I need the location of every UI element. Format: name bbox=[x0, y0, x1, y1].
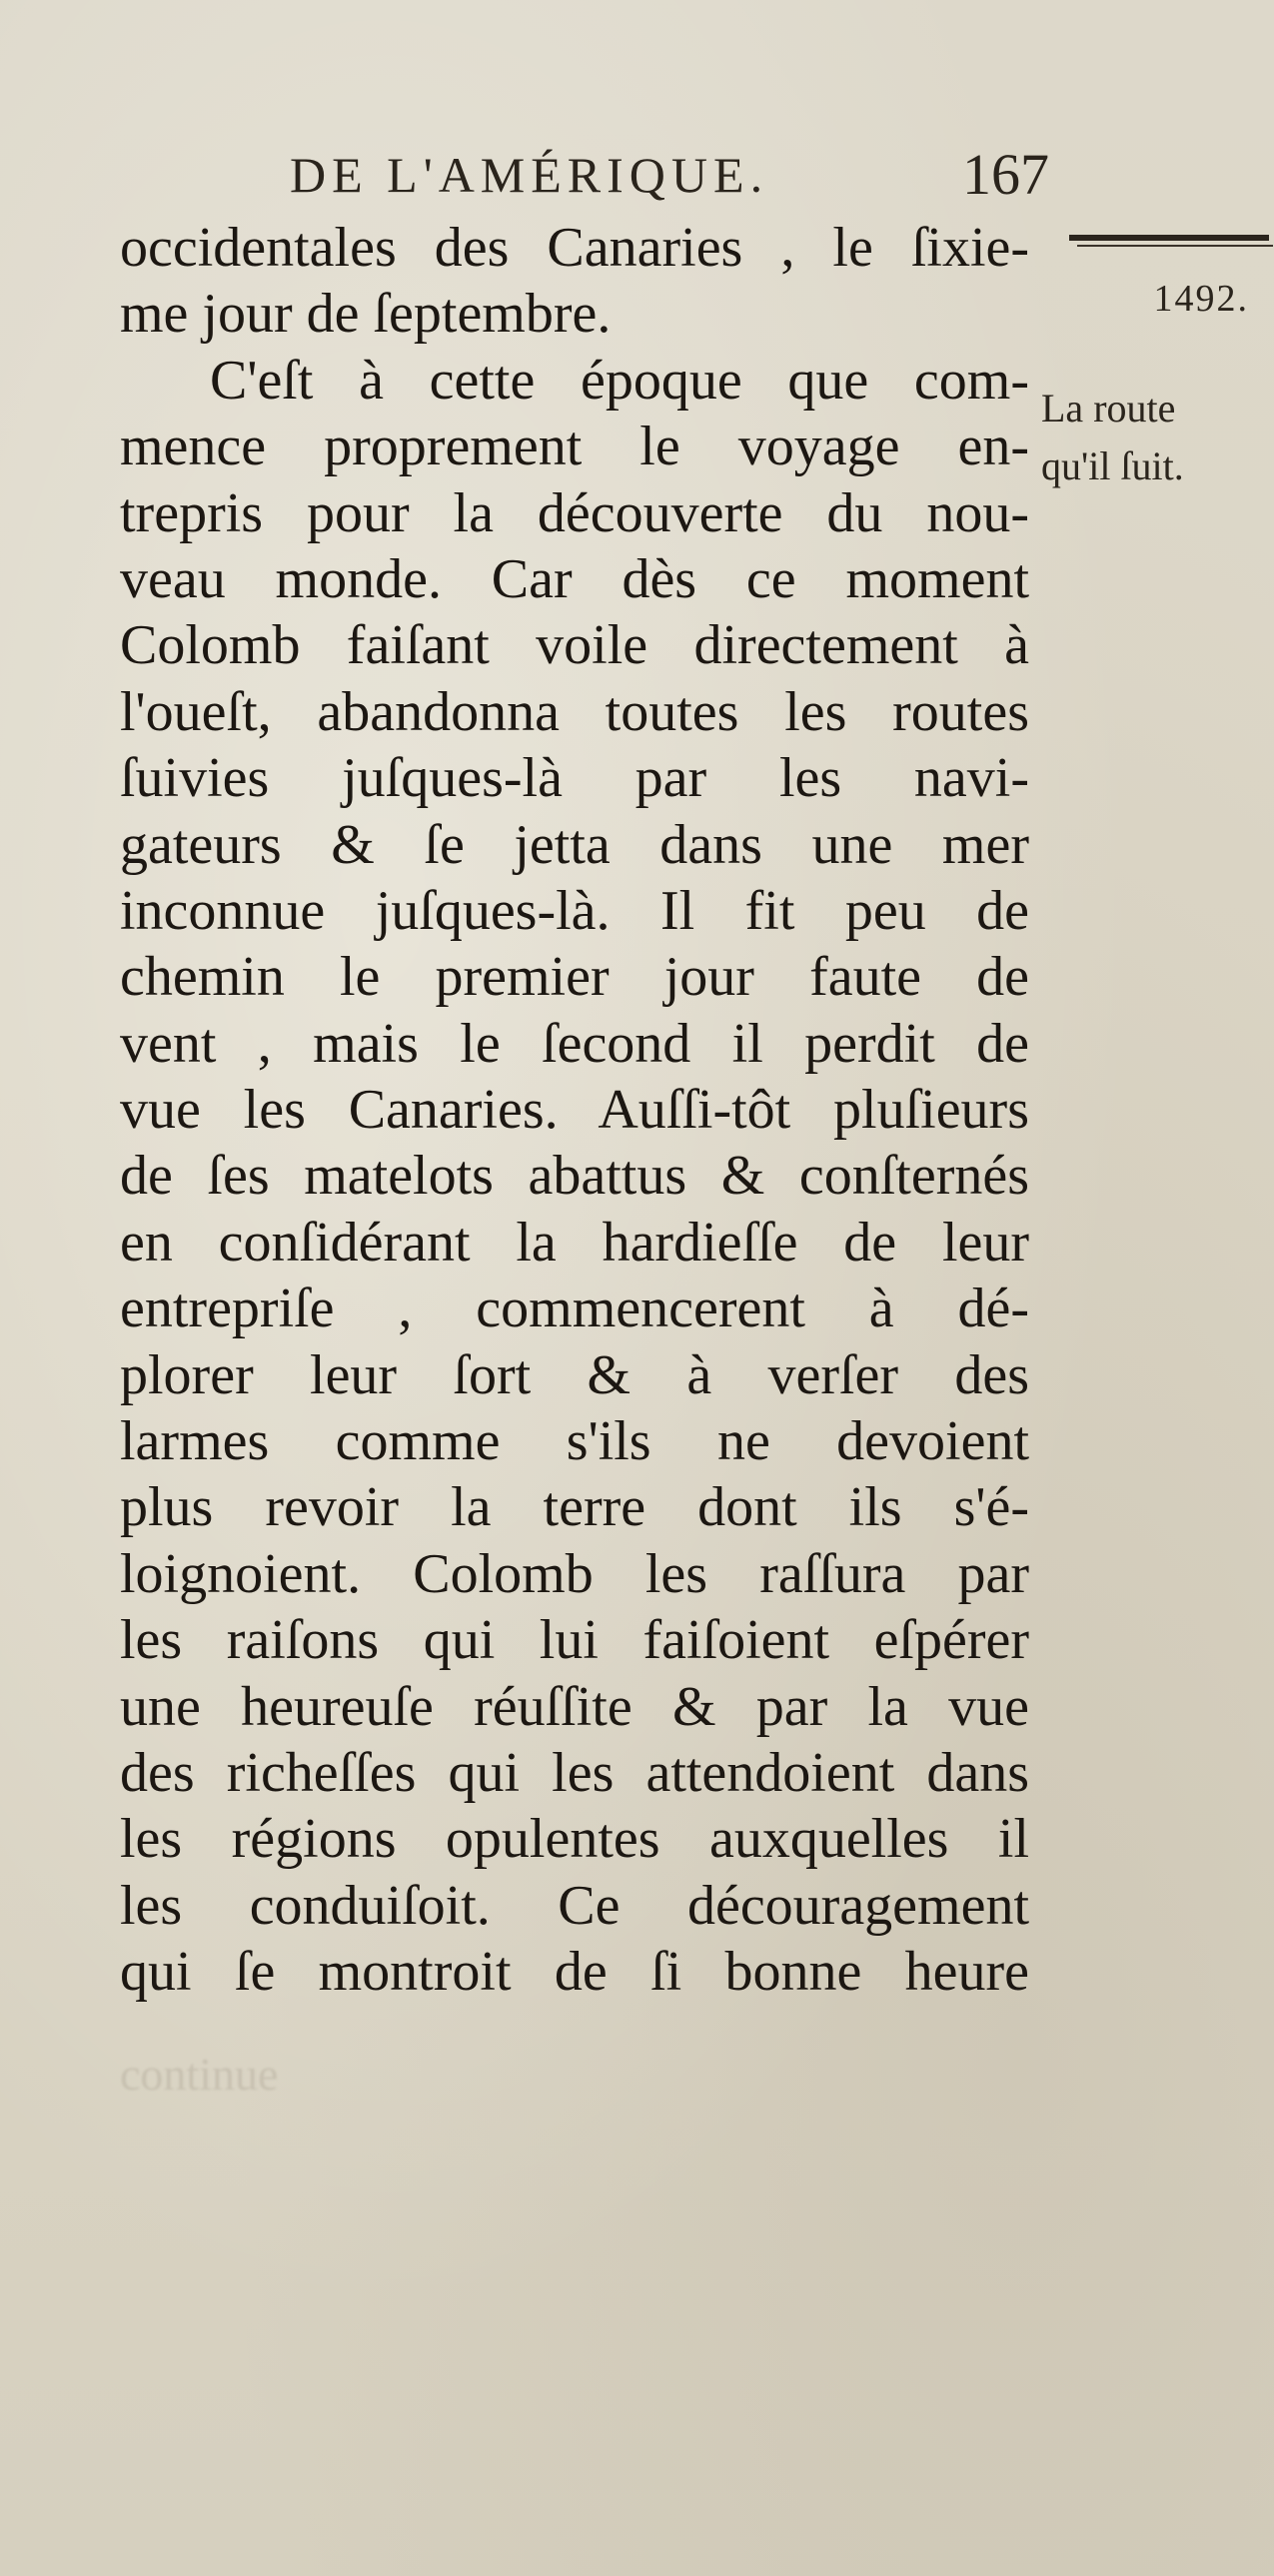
text-line: des richeſſes qui les attendoient dans bbox=[120, 1741, 1029, 1804]
text-line: entrepriſe , commencerent à dé- bbox=[120, 1278, 1029, 1340]
text-line: loignoient. Colomb les raſſura par bbox=[120, 1542, 1029, 1605]
margin-rule-thick bbox=[1069, 235, 1269, 241]
text-line: vue les Canaries. Auſſi-tôt pluſieurs bbox=[120, 1079, 1029, 1142]
text-line: occidentales des Canaries , le ſixie- bbox=[120, 217, 1029, 279]
running-head: DE L'AMÉRIQUE. bbox=[290, 147, 769, 203]
text-line: les régions opulentes auxquelles il bbox=[120, 1808, 1029, 1871]
text-line: vent , mais le ſecond il perdit de bbox=[120, 1012, 1029, 1075]
text-line: les raiſons qui lui faiſoient eſpérer bbox=[120, 1609, 1029, 1672]
margin-note bbox=[1041, 380, 1274, 495]
body-text bbox=[120, 215, 1029, 2006]
text-line: en conſidérant la hardieſſe de leur bbox=[120, 1211, 1029, 1274]
text-line: plus revoir la terre dont ils s'é- bbox=[120, 1476, 1029, 1539]
margin-rule-thin bbox=[1077, 245, 1273, 247]
margin-note-line: qu'il ſuit. bbox=[1041, 443, 1184, 488]
text-line: Colomb faiſant voile directement à bbox=[120, 614, 1029, 677]
text-line: me jour de ſeptembre. bbox=[120, 283, 612, 346]
text-line: inconnue juſques-là. Il fit peu de bbox=[120, 879, 1029, 942]
show-through-text: continue bbox=[120, 2049, 279, 2100]
margin-notes bbox=[1029, 215, 1274, 514]
text-line: trepris pour la découverte du nou- bbox=[120, 481, 1029, 544]
margin-note-line: La route bbox=[1041, 386, 1176, 430]
page-number: 167 bbox=[962, 142, 1049, 207]
page-header bbox=[290, 135, 1049, 215]
text-line: l'oueſt, abandonna toutes les routes bbox=[120, 680, 1029, 743]
text-line: plorer leur ſort & à verſer des bbox=[120, 1343, 1029, 1406]
text-line: les conduiſoit. Ce découragement bbox=[120, 1874, 1029, 1937]
margin-year: 1492. bbox=[1153, 278, 1249, 320]
text-line: ſuivies juſques-là par les navi- bbox=[120, 747, 1029, 810]
text-line: chemin le premier jour faute de bbox=[120, 946, 1029, 1009]
text-line: veau monde. Car dès ce moment bbox=[120, 547, 1029, 610]
text-line: qui ſe montroit de ſi bonne heure bbox=[120, 1941, 1029, 2004]
text-line: mence proprement le voyage en- bbox=[120, 416, 1029, 478]
text-line: de ſes matelots abattus & conſternés bbox=[120, 1145, 1029, 1208]
text-line: C'eſt à cette époque que com- bbox=[210, 349, 1029, 412]
text-line: gateurs & ſe jetta dans une mer bbox=[120, 813, 1029, 876]
text-line: larmes comme s'ils ne devoient bbox=[120, 1410, 1029, 1473]
margin-rule bbox=[1069, 235, 1274, 249]
text-line: une heureuſe réuſſite & par la vue bbox=[120, 1675, 1029, 1738]
